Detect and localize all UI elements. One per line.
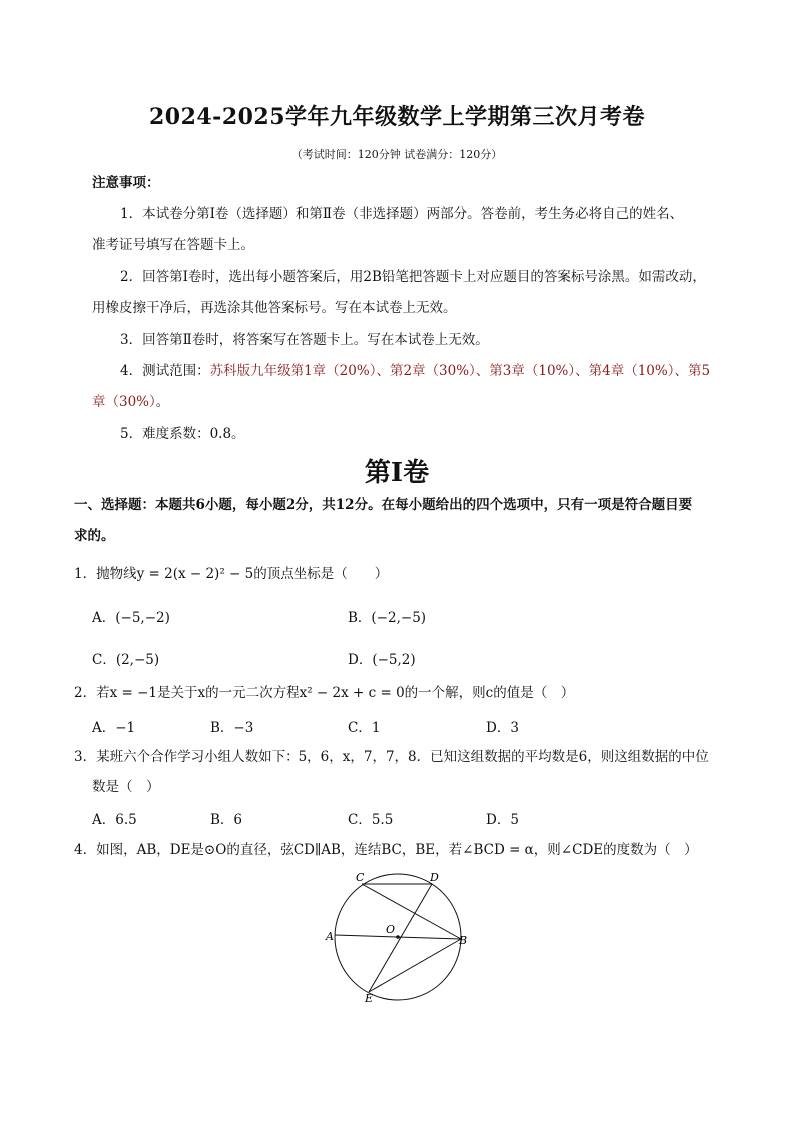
- instructions-line-1: [74, 495, 692, 515]
- note-1-line-1: 1．本试卷分第Ⅰ卷（选择题）和第Ⅱ卷（非选择题）两部分。答卷前，考生务必将自己的姓名、: [120, 206, 684, 222]
- label-e: E: [365, 992, 374, 1005]
- question-2-option-c: C．1: [348, 720, 381, 736]
- segment-bc: [362, 884, 461, 939]
- question-2-option-d: D．3: [486, 720, 519, 736]
- label-b: B: [459, 934, 468, 947]
- instructions-text: 本题共6小题，每小题2分，共12分。在每小题给出的四个选项中，只有一项是符合题目要: [155, 497, 693, 513]
- question-1-option-a: A．(−5,−2): [92, 610, 170, 626]
- question-3-option-b: B．6: [210, 812, 243, 828]
- question-3-option-c: C．5.5: [348, 812, 394, 828]
- note-4-line-2: [92, 392, 169, 412]
- instructions-line-2: 求的。: [74, 528, 115, 544]
- question-1-option-c: C．(2,−5): [92, 652, 160, 668]
- note-4-scope: 苏科版九年级第1章（20%）、第2章（30%）、第3章（10%）、第4章（10%）、第5: [209, 363, 711, 379]
- question-4-stem: 4．如图，AB，DE是⊙O的直径，弦CD∥AB，连结BC，BE，若∠BCD = α，则∠CDE的度数为（ ）: [74, 842, 698, 858]
- question-1-option-b: B．(−2,−5): [348, 610, 427, 626]
- notes-heading: 注意事项：: [92, 175, 160, 191]
- question-3-stem-line-1: 3．某班六个合作学习小组人数如下：5，6，x，7，7，8．已知这组数据的平均数是6，则这组数据的中位: [74, 749, 709, 765]
- label-o: O: [386, 923, 396, 936]
- question-3-option-a: A．6.5: [92, 812, 137, 828]
- label-a: A: [326, 930, 334, 943]
- label-d: D: [430, 871, 439, 884]
- section-title: 第Ⅰ卷: [364, 458, 430, 488]
- note-4-prefix: 4．测试范围：: [120, 363, 210, 379]
- question-3-option-d: D．5: [486, 812, 519, 828]
- question-2-stem: 2．若x = −1是关于x的一元二次方程x² − 2x + c = 0的一个解，则c的值是（ ）: [74, 685, 575, 701]
- label-c: C: [356, 871, 365, 884]
- note-2-line-1: 2．回答第Ⅰ卷时，选出每小题答案后，用2B铅笔把答题卡上对应题目的答案标号涂黑。如需改动，: [120, 269, 706, 285]
- note-5: 5．难度系数：0.8。: [120, 426, 245, 442]
- note-3: 3．回答第Ⅱ卷时，将答案写在答题卡上。写在本试卷上无效。: [120, 332, 489, 348]
- note-4-line-1: [120, 361, 710, 381]
- question-1-stem: 1．抛物线y = 2(x − 2)² − 5的顶点坐标是（ ）: [74, 566, 389, 582]
- center-point: [396, 935, 400, 939]
- note-4-scope-cont: 章（30%）: [92, 394, 156, 410]
- exam-subtitle: （考试时间：120分钟 试卷满分：120分）: [291, 148, 503, 161]
- circle-diagram: [320, 868, 480, 1008]
- question-2-option-a: A．−1: [92, 720, 136, 736]
- instructions-label: 一、选择题：: [74, 497, 155, 513]
- question-1-option-d: D．(−5,2): [348, 652, 416, 668]
- exam-title: 2024-2025学年九年级数学上学期第三次月考卷: [148, 104, 646, 130]
- note-1-line-2: 准考证号填写在答题卡上。: [92, 237, 254, 253]
- note-4-suffix: 。: [155, 394, 170, 410]
- note-2-line-2: 用橡皮擦干净后，再选涂其他答案标号。写在本试卷上无效。: [92, 300, 457, 316]
- segment-be: [369, 939, 461, 992]
- question-3-stem-line-2: 数是（ ）: [92, 779, 160, 795]
- question-2-option-b: B．−3: [210, 720, 254, 736]
